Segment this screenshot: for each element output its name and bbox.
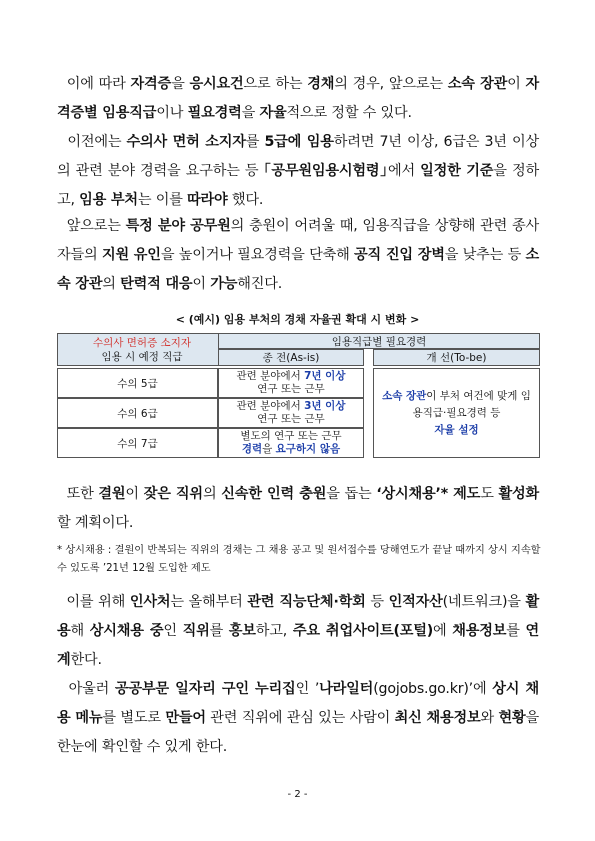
tobe-cell: 소속 장관이 부처 여건에 맞게 임용직급·필요경력 등 자율 설정 (373, 368, 540, 458)
paragraph-3: 앞으로는 특정 분야 공무원의 충원이 어려울 때, 임용직급을 상향해 관련 종사자들의 지원 유인을 높이거나 필요경력을 단축해 공직 진입 장벽을 낮추는 등 소속 장관의 탄력적 대응이 가능해진다. (57, 218, 540, 292)
grade-cell-5: 수의 5급 (57, 368, 218, 398)
table-right-header: 임용직급별 필요경력 (218, 333, 540, 349)
table-left-header (57, 333, 227, 366)
paragraph-5: 이를 위해 인사처는 올해부터 관련 직능단체·학회 등 인적자산(네트워크)을 활용해 상시채용 중인 직위를 홍보하고, 주요 취업사이트(포털)에 채용정보를 연계한다. (57, 594, 540, 668)
left-header-text: 임용 시 예정 직급 (101, 350, 183, 363)
asis-cell-5: 관련 분야에서 7년 이상 연구 또는 근무 (218, 368, 364, 398)
table-title: < (예시) 임용 부처의 경채 자율권 확대 시 변화 > (175, 313, 420, 326)
asis-cell-6: 관련 분야에서 3년 이상 연구 또는 근무 (218, 398, 364, 428)
footnote: * 상시채용 : 결원이 반복되는 직위의 경채는 그 채용 공고 및 원서접수를 당해연도가 끝날 때까지 상시 지속할 수 있도록 ’21년 12월 도입한 제도 (57, 545, 541, 574)
table-col-asis: 종 전(As-is) (218, 349, 364, 366)
table-col-tobe: 개 선(To-be) (373, 349, 540, 366)
left-header-red: 수의사 면허증 소지자 (93, 336, 191, 349)
paragraph-1: 이에 따라 자격증을 응시요건으로 하는 경채의 경우, 앞으로는 소속 장관이 자격증별 임용직급이나 필요경력을 자율적으로 정할 수 있다. (57, 76, 539, 121)
page-number: - 2 - (287, 789, 308, 800)
grade-cell-6: 수의 6급 (57, 398, 218, 428)
grade-cell-7: 수의 7급 (57, 428, 218, 458)
asis-cell-7: 별도의 연구 또는 근무 경력을 요구하지 않음 (218, 428, 364, 458)
paragraph-6: 아울러 공공부문 일자리 구인 누리집인 ’나라일터(gojobs.go.kr)’에 상시 채용 메뉴를 별도로 만들어 관련 직위에 관심 있는 사람이 최신 채용정보와 현황을 한눈에 확인할 수 있게 한다. (57, 681, 540, 755)
paragraph-4: 또한 결원이 잦은 직위의 신속한 인력 충원을 돕는 ‘상시채용’* 제도도 활성화할 계획이다. (57, 486, 539, 531)
paragraph-2: 이전에는 수의사 면허 소지자를 5급에 임용하려면 7년 이상, 6급은 3년 이상의 관련 분야 경력을 요구하는 등 ｢공무원임용시험령｣에서 일정한 기준을 정하고, 임용 부처는 이를 따라야 했다. (57, 134, 539, 208)
